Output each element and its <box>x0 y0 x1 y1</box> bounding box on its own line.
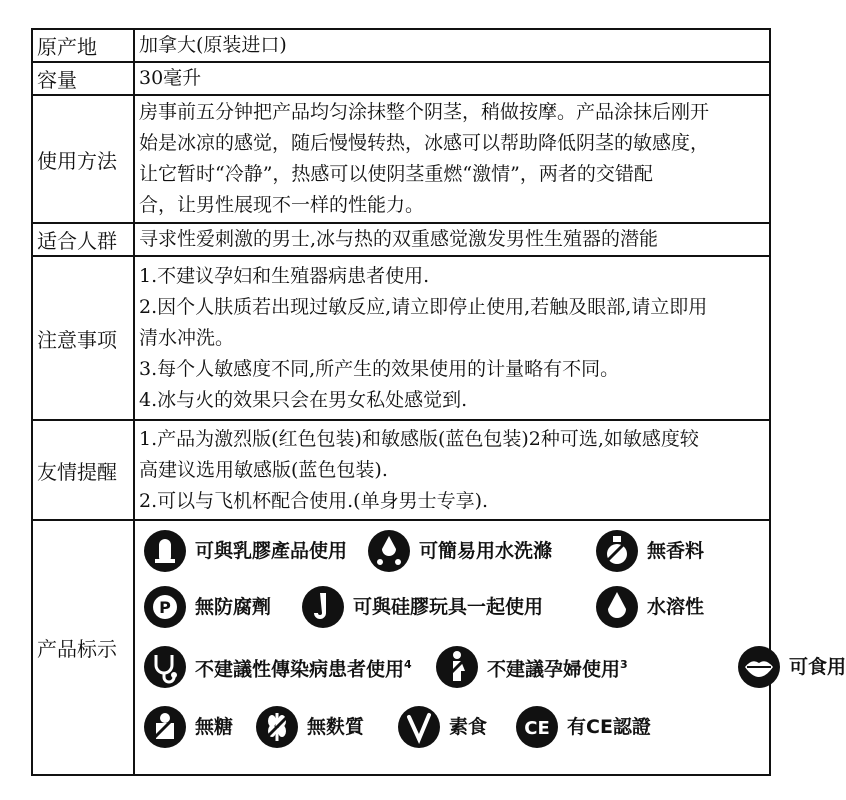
stethoscope-icon <box>143 645 187 689</box>
icon-item-gluten <box>255 705 364 749</box>
crowd-value: 寻求性爱刺激的男士,冰与热的双重感觉激发男性生殖器的潜能 <box>134 223 770 256</box>
footnote-mark: 3 <box>620 657 628 671</box>
row-crowd <box>32 223 770 256</box>
icon-item-watersoluble <box>595 585 704 629</box>
volume-label: 容量 <box>32 62 134 95</box>
lips-icon <box>737 645 781 689</box>
latex-condom-icon <box>143 529 187 573</box>
row-usage <box>32 95 770 223</box>
row-notes <box>32 256 770 420</box>
icon-item-preservative <box>143 585 271 629</box>
no-fragrance-icon <box>595 529 639 573</box>
svg-text:P: P <box>159 598 171 617</box>
svg-text:CE: CE <box>524 718 550 739</box>
notes-line: 1.不建议孕妇和生殖器病患者使用. <box>139 264 430 287</box>
usage-line: 合，让男性展现不一样的性能力。 <box>139 194 425 216</box>
icon-text <box>195 649 412 685</box>
icon-text: 無麩質 <box>307 715 365 738</box>
icon-text: 無防腐劑 <box>195 595 272 618</box>
ce-mark-icon <box>515 705 559 749</box>
icon-grid <box>135 521 846 774</box>
icon-item-silicone <box>301 585 543 629</box>
no-sugar-icon <box>143 705 187 749</box>
icon-item-wash <box>367 529 552 573</box>
tips-label: 友情提醒 <box>32 420 134 520</box>
icon-item-sugar <box>143 705 233 749</box>
crowd-label: 适合人群 <box>32 223 134 256</box>
icon-item-fragrance <box>595 529 704 573</box>
icon-text: 素食 <box>449 715 488 738</box>
notes-line: 4.冰与火的效果只会在男女私处感觉到. <box>139 388 468 411</box>
usage-value <box>134 95 770 223</box>
icon-text: 可簡易用水洗滌 <box>419 539 553 562</box>
icon-item-latex <box>143 529 347 573</box>
water-drop-icon <box>595 585 639 629</box>
icon-text: 可食用 <box>789 655 846 678</box>
usage-line: 让它暂时“冷静”，热感可以使阴茎重燃“激情”，两者的交错配 <box>139 163 653 185</box>
row-volume <box>32 62 770 95</box>
origin-label: 原产地 <box>32 29 134 62</box>
icon-item-edible <box>737 645 846 689</box>
tips-line: 2.可以与飞机杯配合使用.(单身男士专享). <box>139 489 489 512</box>
icon-item-ce <box>515 705 651 749</box>
icon-text: 無香料 <box>647 539 705 562</box>
notes-line: 清水冲洗。 <box>139 326 235 349</box>
tips-line: 高建议选用敏感版(蓝色包装). <box>139 458 388 481</box>
usage-line: 始是冰凉的感觉，随后慢慢转热，冰感可以帮助降低阴茎的敏感度， <box>139 132 710 154</box>
icon-text <box>487 649 628 685</box>
icon-text: 有CE認證 <box>567 715 651 738</box>
icon-text-main: 不建議孕婦使用 <box>487 658 621 681</box>
row-tips <box>32 420 770 520</box>
spec-sheet <box>31 28 846 776</box>
notes-line: 2.因个人肤质若出现过敏反应,请立即停止使用,若触及眼部,请立即用 <box>139 295 708 318</box>
tips-line: 1.产品为激烈版(红色包装)和敏感版(蓝色包装)2种可选,如敏感度较 <box>139 427 699 450</box>
icons-value <box>134 520 846 775</box>
notes-label: 注意事项 <box>32 256 134 420</box>
footnote-mark: 4 <box>404 657 412 671</box>
icon-item-vegan <box>397 705 487 749</box>
usage-label: 使用方法 <box>32 95 134 223</box>
row-origin <box>32 29 770 62</box>
icon-text: 水溶性 <box>647 595 705 618</box>
no-preservative-icon <box>143 585 187 629</box>
pregnant-woman-icon <box>435 645 479 689</box>
icon-item-std <box>143 645 412 689</box>
water-wash-icon <box>367 529 411 573</box>
vegan-icon <box>397 705 441 749</box>
icon-text: 可與硅膠玩具一起使用 <box>353 595 544 618</box>
icon-text-main: 不建議性傳染病患者使用 <box>195 658 405 681</box>
icon-text: 無糖 <box>195 715 234 738</box>
silicone-toy-icon <box>301 585 345 629</box>
spec-table <box>31 28 846 776</box>
no-gluten-icon <box>255 705 299 749</box>
icon-item-pregnant <box>435 645 628 689</box>
icon-text: 可與乳膠產品使用 <box>195 539 348 562</box>
volume-value: 30毫升 <box>134 62 770 95</box>
tips-value <box>134 420 770 520</box>
origin-value: 加拿大(原装进口) <box>134 29 770 62</box>
row-icons <box>32 520 770 775</box>
notes-line: 3.每个人敏感度不同,所产生的效果使用的计量略有不同。 <box>139 357 620 380</box>
usage-line: 房事前五分钟把产品均匀涂抹整个阴茎，稍做按摩。产品涂抹后刚开 <box>139 101 710 123</box>
notes-value <box>134 256 770 420</box>
icons-label: 产品标示 <box>32 520 134 775</box>
